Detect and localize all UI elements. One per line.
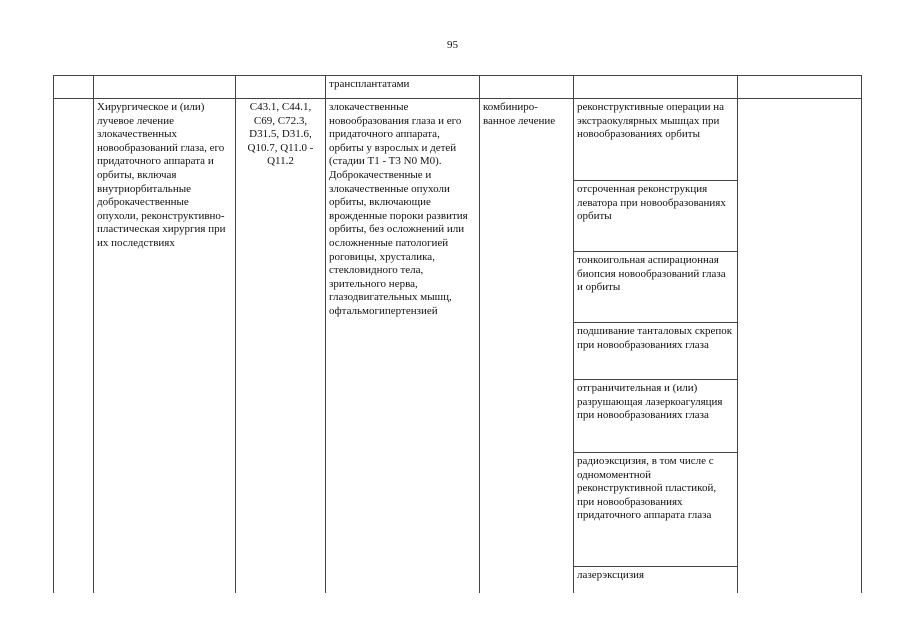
cell-method: радиоэксцизия, в том числе с одномоментной реконструктивной пластикой, при новообразованиях придаточного аппарата глаза [574, 453, 738, 567]
cell-treatment-type: комбиниро-ванное лечение [480, 99, 574, 593]
cell-codes [236, 76, 326, 99]
table-row-continuation [54, 76, 862, 99]
cell-number [54, 76, 94, 99]
cell-method: отсроченная реконструкция леватора при новообразованиях орбиты [574, 181, 738, 252]
cell-cost [738, 99, 862, 593]
cell-name: Хирургическое и (или) лучевое лечение злокачественных новообразований глаза, его придаточного аппарата и орбиты, включая внутриорбитальные доброкачественные опухоли, реконструктивно-пластическая хирургия при их последствиях [94, 99, 236, 593]
table-row [54, 99, 862, 181]
cell-number [54, 99, 94, 593]
cell-method: отграничительная и (или) разрушающая лазеркоагуляция при новообразованиях глаза [574, 380, 738, 453]
cell-name [94, 76, 236, 99]
cell-method: подшивание танталовых скрепок при новообразованиях глаза [574, 323, 738, 380]
cell-method: реконструктивные операции на экстраокулярных мышцах при новообразованиях орбиты [574, 99, 738, 181]
cell-treatment-type [480, 76, 574, 99]
cell-cost [738, 76, 862, 99]
cell-method [574, 76, 738, 99]
cell-codes: C43.1, C44.1, C69, C72.3, D31.5, D31.6, Q10.7, Q11.0 - Q11.2 [236, 99, 326, 593]
cell-model: злокачественные новообразования глаза и его придаточного аппарата, орбиты у взрослых и детей (стадии T1 - T3 N0 M0). Доброкачественные и злокачественные опухоли орбиты, включающие врожденные пороки развития орбиты, без осложнений или осложненные патологией роговицы, хрусталика, стекловидного тела, зрительного нерва, глазодвигательных мышц, офтальмогипертензией [326, 99, 480, 593]
cell-model: трансплантатами [326, 76, 480, 99]
page-number: 95 [447, 39, 458, 51]
cell-method: лазерэксцизия [574, 567, 738, 593]
cell-method: тонкоигольная аспирационная биопсия новообразований глаза и орбиты [574, 252, 738, 323]
procedures-table [53, 75, 862, 593]
